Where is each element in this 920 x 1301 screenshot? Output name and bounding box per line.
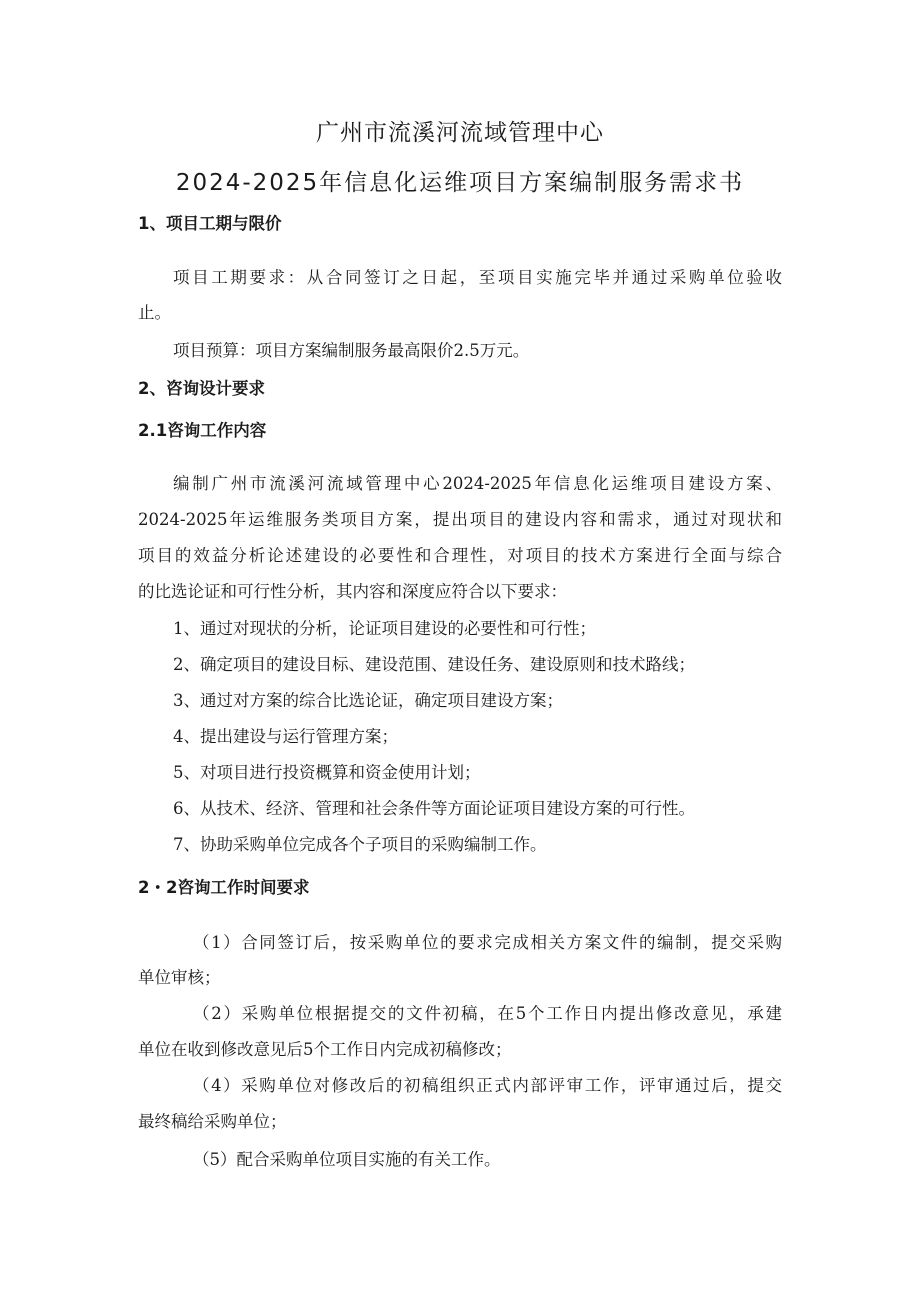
timeline-item-1-line2: 单位审核； — [138, 968, 221, 987]
schedule-requirement-line2: 止。 — [138, 303, 171, 322]
content-paragraph-line1: 编制广州市流溪河流域管理中心2024-2025年信息化运维项目建设方案、 — [173, 474, 782, 493]
content-paragraph-line2: 2024-2025年运维服务类项目方案，提出项目的建设内容和需求，通过对现状和 — [138, 510, 782, 529]
budget-paragraph: 项目预算：项目方案编制服务最高限价2.5万元。 — [173, 341, 530, 360]
schedule-requirement-line1: 项目工期要求：从合同签订之日起，至项目实施完毕并通过采购单位验收 — [173, 268, 782, 287]
section-2-2-heading: 2・2咨询工作时间要求 — [138, 878, 310, 897]
timeline-item-2-line1: （2）采购单位根据提交的文件初稿，在5个工作日内提出修改意见，承建 — [193, 1004, 782, 1023]
doc-title-organization: 广州市流溪河流域管理中心 — [316, 120, 604, 146]
timeline-item-4-line1: （4）采购单位对修改后的初稿组织正式内部评审工作，评审通过后，提交 — [193, 1076, 782, 1095]
requirement-item: 3、通过对方案的综合比选论证，确定项目建设方案； — [173, 691, 563, 710]
section-1-heading: 1、项目工期与限价 — [138, 214, 282, 233]
requirement-item: 5、对项目进行投资概算和资金使用计划； — [173, 763, 481, 782]
timeline-item-4-line2: 最终稿给采购单位； — [138, 1112, 287, 1131]
section-2-1-heading: 2.1咨询工作内容 — [138, 421, 267, 440]
timeline-item-5: （5）配合采购单位项目实施的有关工作。 — [193, 1150, 501, 1169]
timeline-item-2-line2: 单位在收到修改意见后5个工作日内完成初稿修改； — [138, 1040, 512, 1059]
requirement-item: 6、从技术、经济、管理和社会条件等方面论证项目建设方案的可行性。 — [173, 799, 695, 818]
timeline-item-1-line1: （1）合同签订后，按采购单位的要求完成相关方案文件的编制，提交采购 — [193, 933, 782, 952]
doc-title-main: 2024-2025年信息化运维项目方案编制服务需求书 — [175, 170, 745, 196]
requirement-item: 7、协助采购单位完成各个子项目的采购编制工作。 — [173, 835, 547, 854]
content-paragraph-line3: 项目的效益分析论述建设的必要性和合理性，对项目的技术方案进行全面与综合 — [138, 546, 782, 565]
section-2-heading: 2、咨询设计要求 — [138, 379, 265, 398]
requirement-item: 2、确定项目的建设目标、建设范围、建设任务、建设原则和技术路线； — [173, 655, 695, 674]
requirement-item: 1、通过对现状的分析，论证项目建设的必要性和可行性； — [173, 619, 596, 638]
content-paragraph-line4: 的比选论证和可行性分析，其内容和深度应符合以下要求： — [138, 582, 567, 601]
requirement-item: 4、提出建设与运行管理方案； — [173, 727, 398, 746]
